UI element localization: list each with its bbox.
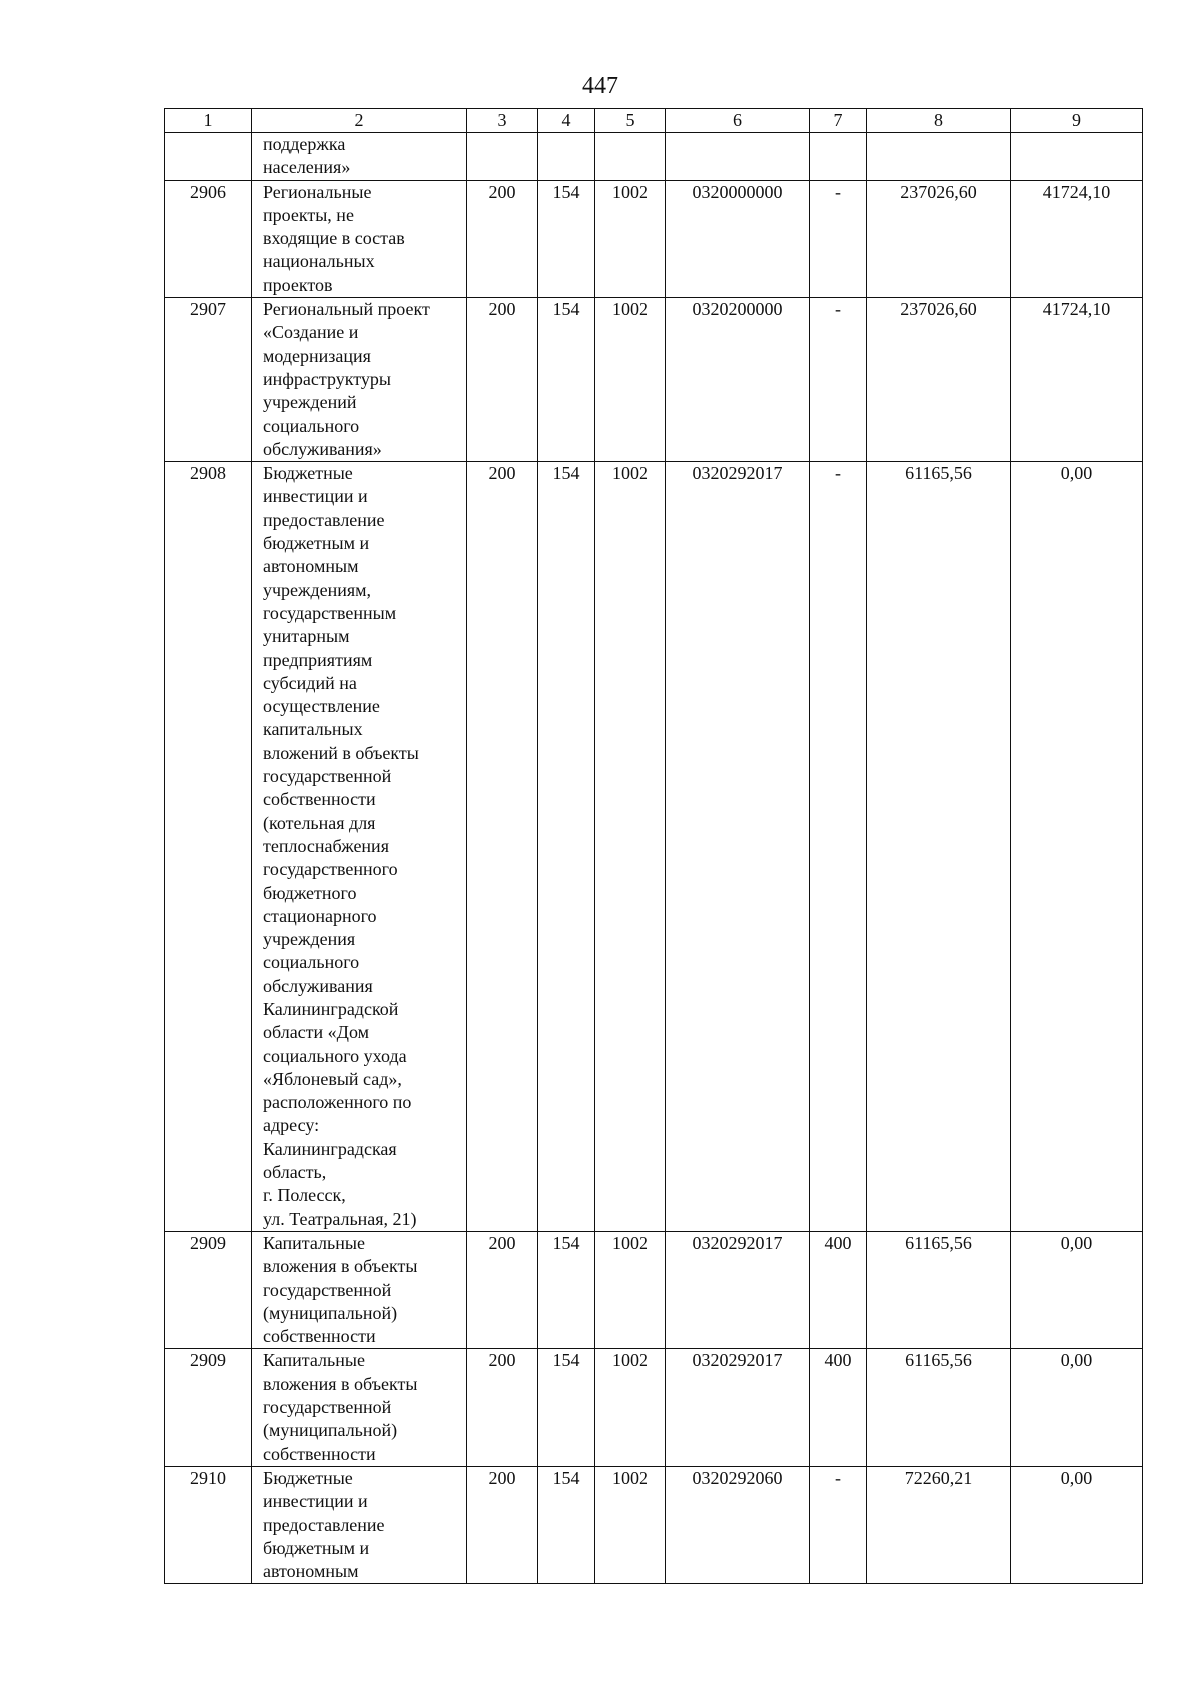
col5-cell: 1002 (595, 462, 666, 1232)
code-cell: 0320200000 (666, 298, 810, 462)
description-line: Бюджетные (263, 1467, 353, 1488)
column-header: 9 (1011, 109, 1143, 133)
column-header: 3 (467, 109, 538, 133)
row-number-cell: 2909 (165, 1349, 252, 1466)
description-cell (252, 462, 467, 1232)
col3-cell (467, 133, 538, 181)
col3-cell: 200 (467, 298, 538, 462)
amount-cell: 41724,10 (1011, 180, 1143, 297)
description-line: модернизация (263, 345, 371, 366)
code-cell: 0320292017 (666, 462, 810, 1232)
amount-cell: 0,00 (1011, 1349, 1143, 1466)
col4-cell: 154 (538, 462, 595, 1232)
amount-cell: 72260,21 (867, 1466, 1011, 1583)
col7-cell: 400 (810, 1349, 867, 1466)
description-line: учреждений (263, 392, 357, 413)
table-row (165, 1466, 1143, 1583)
description-line: населения» (263, 157, 351, 178)
col3-cell: 200 (467, 1349, 538, 1466)
table-row (165, 298, 1143, 462)
description-line: (муниципальной) (263, 1420, 398, 1441)
table-body (165, 133, 1143, 1584)
col3-cell: 200 (467, 1231, 538, 1348)
row-number-cell: 2907 (165, 298, 252, 462)
description-line: капитальных (263, 719, 363, 740)
description-line: расположенного по (263, 1092, 412, 1113)
column-header: 7 (810, 109, 867, 133)
col3-cell: 200 (467, 462, 538, 1232)
col7-cell: - (810, 180, 867, 297)
description-cell (252, 133, 467, 181)
col7-cell: - (810, 462, 867, 1232)
description-line: Капитальные (263, 1350, 365, 1371)
description-line: предприятиям (263, 649, 373, 670)
description-line: обслуживания» (263, 438, 382, 459)
description-line: области «Дом (263, 1022, 369, 1043)
col7-cell: 400 (810, 1231, 867, 1348)
amount-cell: 61165,56 (867, 462, 1011, 1232)
description-line: вложения в объекты (263, 1256, 418, 1277)
description-line: проекты, не (263, 204, 354, 225)
description-cell (252, 180, 467, 297)
amount-cell: 0,00 (1011, 1231, 1143, 1348)
col5-cell: 1002 (595, 180, 666, 297)
description-line: область, (263, 1162, 327, 1183)
description-line: инвестиции и (263, 1491, 368, 1512)
amount-cell: 0,00 (1011, 462, 1143, 1232)
col4-cell: 154 (538, 1466, 595, 1583)
col7-cell (810, 133, 867, 181)
description-line: предоставление (263, 509, 385, 530)
description-line: автономным (263, 1561, 359, 1582)
description-line: социального ухода (263, 1045, 407, 1066)
page-number: 447 (582, 73, 618, 99)
description-line: стационарного (263, 905, 377, 926)
description-line: бюджетным и (263, 533, 370, 554)
row-number-cell: 2910 (165, 1466, 252, 1583)
column-header: 2 (252, 109, 467, 133)
column-header: 4 (538, 109, 595, 133)
description-cell (252, 1231, 467, 1348)
description-line: социального (263, 952, 360, 973)
col7-cell: - (810, 1466, 867, 1583)
description-line: адресу: (263, 1115, 320, 1136)
col3-cell: 200 (467, 180, 538, 297)
row-number-cell: 2908 (165, 462, 252, 1232)
description-line: (котельная для (263, 812, 376, 833)
description-line: «Яблоневый сад», (263, 1068, 402, 1089)
description-line: учреждения (263, 929, 356, 950)
col5-cell: 1002 (595, 1231, 666, 1348)
description-line: национальных (263, 251, 375, 272)
description-line: (муниципальной) (263, 1302, 398, 1323)
description-line: предоставление (263, 1514, 385, 1535)
description-line: Капитальные (263, 1232, 365, 1253)
row-number-cell (165, 133, 252, 181)
col5-cell: 1002 (595, 1466, 666, 1583)
description-line: обслуживания (263, 975, 373, 996)
description-line: собственности (263, 1326, 376, 1347)
table-row (165, 462, 1143, 1232)
description-line: Региональный проект (263, 299, 430, 320)
description-line: социального (263, 415, 360, 436)
col4-cell: 154 (538, 1231, 595, 1348)
description-line: входящие в состав (263, 228, 405, 249)
amount-cell (867, 133, 1011, 181)
description-line: вложений в объекты (263, 742, 419, 763)
description-line: Калининградской (263, 998, 399, 1019)
description-line: собственности (263, 789, 376, 810)
col3-cell: 200 (467, 1466, 538, 1583)
amount-cell: 61165,56 (867, 1349, 1011, 1466)
description-line: государственным (263, 602, 397, 623)
column-header: 1 (165, 109, 252, 133)
description-line: бюджетного (263, 882, 357, 903)
amount-cell: 237026,60 (867, 180, 1011, 297)
col4-cell (538, 133, 595, 181)
amount-cell: 41724,10 (1011, 298, 1143, 462)
description-line: государственной (263, 766, 392, 787)
col5-cell: 1002 (595, 1349, 666, 1466)
table-row (165, 133, 1143, 181)
amount-cell: 237026,60 (867, 298, 1011, 462)
table-row (165, 1231, 1143, 1348)
amount-cell: 61165,56 (867, 1231, 1011, 1348)
description-cell (252, 298, 467, 462)
table-header-row (165, 109, 1143, 133)
description-line: государственной (263, 1397, 392, 1418)
description-line: бюджетным и (263, 1537, 370, 1558)
col7-cell: - (810, 298, 867, 462)
description-line: проектов (263, 274, 333, 295)
code-cell: 0320292017 (666, 1349, 810, 1466)
description-line: субсидий на (263, 672, 357, 693)
description-line: учреждениям, (263, 579, 372, 600)
amount-cell: 0,00 (1011, 1466, 1143, 1583)
description-line: Бюджетные (263, 463, 353, 484)
row-number-cell: 2909 (165, 1231, 252, 1348)
column-header: 5 (595, 109, 666, 133)
row-number-cell: 2906 (165, 180, 252, 297)
description-line: унитарным (263, 626, 350, 647)
description-line: автономным (263, 556, 359, 577)
code-cell: 0320000000 (666, 180, 810, 297)
table-row (165, 1349, 1143, 1466)
col5-cell (595, 133, 666, 181)
column-header: 6 (666, 109, 810, 133)
description-line: Региональные (263, 181, 372, 202)
column-header: 8 (867, 109, 1011, 133)
description-line: теплоснабжения (263, 835, 389, 856)
amount-cell (1011, 133, 1143, 181)
description-line: инвестиции и (263, 486, 368, 507)
description-cell (252, 1349, 467, 1466)
description-line: собственности (263, 1443, 376, 1464)
description-line: поддержка (263, 134, 346, 154)
description-line: государственного (263, 859, 398, 880)
description-line: государственной (263, 1279, 392, 1300)
description-line: Калининградская (263, 1138, 397, 1159)
code-cell (666, 133, 810, 181)
budget-table (164, 108, 1143, 1584)
code-cell: 0320292017 (666, 1231, 810, 1348)
description-cell (252, 1466, 467, 1583)
table-row (165, 180, 1143, 297)
description-line: инфраструктуры (263, 368, 391, 389)
description-line: вложения в объекты (263, 1373, 418, 1394)
col4-cell: 154 (538, 1349, 595, 1466)
col5-cell: 1002 (595, 298, 666, 462)
code-cell: 0320292060 (666, 1466, 810, 1583)
description-line: г. Полесск, (263, 1185, 346, 1206)
description-line: осуществление (263, 696, 380, 717)
description-line: ул. Театральная, 21) (263, 1208, 417, 1229)
description-line: «Создание и (263, 322, 359, 343)
col4-cell: 154 (538, 298, 595, 462)
col4-cell: 154 (538, 180, 595, 297)
